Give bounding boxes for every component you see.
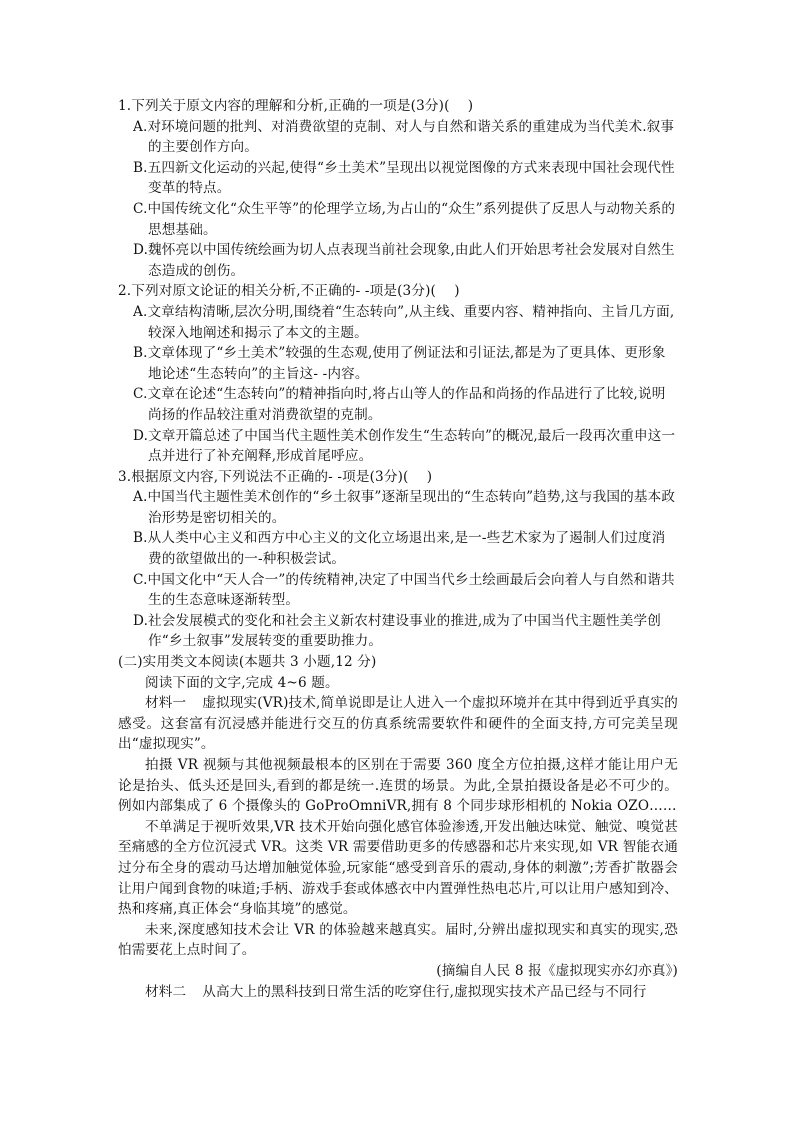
option-d: D.社会发展模式的变化和社会主义新农村建设事业的推进,成为了中国当代主题性美学创作“乡土叙事”发展转变的重要助推力。 [133, 612, 662, 650]
option-a: A.对环境问题的批判、对消费欲望的克制、对人与自然和谐关系的重建成为当代美术.叙事的主要创作方向。 [133, 118, 675, 156]
practical-reading-section [118, 652, 678, 1002]
question-stem: 2.下列对原文论证的相关分析,不正确的- -项是(3分)( ) [118, 283, 460, 300]
option-b: B.从人类中心主义和西方中心主义的文化立场退出来,是一-些艺术家为了遏制人们过度消费的欲望做出的一-种积极尝试。 [133, 530, 666, 568]
material-1-paragraph [118, 693, 678, 755]
material-1-label: 材料一 [145, 695, 187, 712]
option-c: C.文章在论述“生态转向”的精神指向时,将占山等人的作品和尚扬的作品进行了比较,说明尚扬的作品较注重对消费欲望的克制。 [133, 386, 666, 423]
material-1-text: 虚拟现实(VR)技术,简单说即是让人进入一个虚拟环境并在其中得到近乎真实的感受。这套富有沉浸感并能进行交互的仿真系统需要软件和硬件的全面支持,方可完美呈现出“虚拟现实”。 [118, 695, 679, 753]
option-a: A.文章结构清晰,层次分明,围绕着“生态转向”,从主线、重要内容、精神指向、主旨几方面,较深入地阐述和揭示了本文的主题。 [133, 303, 675, 341]
option-a: A.中国当代主题性美术创作的“乡土叙事”逐渐呈现出的“生态转向”趋势,这与我国的基本政治形势是密切相关的。 [133, 489, 676, 526]
question-stem: 3.根据原文内容,下列说法不正确的- -项是(3分)( ) [118, 468, 433, 485]
source-citation: (摘编自人民 8 报《虚拟现实亦幻亦真》) [436, 962, 678, 979]
option-d: D.魏怀亮以中国传统绘画为切人点表现当前社会现象,由此人们开始思考社会发展对自然生态造成的创伤。 [133, 242, 675, 279]
option-c: C.中国传统文化“众生平等”的伦理学立场,为占山的“众生”系列提供了反思人与动物关系的思想基础。 [133, 200, 676, 238]
material-1-paragraph-4: 未来,深度感知技术会让 VR 的体验越来越真实。届时,分辨出虚拟现实和真实的现实,恐怕需要花上点时间了。 [118, 921, 678, 959]
material-1-paragraph-2: 拍摄 VR 视频与其他视频最根本的区别在于需要 360 度全方位拍摄,这样才能让用户无论是抬头、低头还是回头,看到的都是统一.连贯的场景。为此,全景拍摄设备是必不可少的。例如内部集成了 6 个摄像头的 GoProOmniVR,拥有 8 个同步球形相机的 Nokia OZO…… [118, 757, 678, 815]
question-3 [118, 467, 678, 652]
option-b: B.文章体现了“乡土美术”较强的生态观,使用了例证法和引证法,都是为了更具体、更形象地论述“生态转向”的主旨这- -内容。 [133, 345, 666, 382]
material-2-paragraph [118, 982, 678, 1003]
question-2 [118, 281, 678, 466]
material-1-paragraph-3: 不单满足于视听效果,VR 技术开始向强化感官体验渗透,开发出触达味觉、触觉、嗅觉甚至痛感的全方位沉浸式 VR。这类 VR 需要借助更多的传感器和芯片来实现,如 VR 智能衣通过分布全身的震动马达增加触觉体验,玩家能“感受到音乐的震动,身体的刺激”;芳香扩散器会让用户闻到食物的味道;手柄、游戏手套或体感衣中内置弹性热电芯片,可以让用户感知到冷、热和疼痛,真正体会“身临其境”的感觉。 [118, 818, 678, 918]
option-c: C.中国文化中“天人合一”的传统精神,决定了中国当代乡土绘画最后会向着人与自然和谐共生的生态意味逐渐转型。 [133, 571, 675, 609]
question-stem: 1.下列关于原文内容的理解和分析,正确的一项是(3分)( ) [118, 98, 474, 114]
option-d: D.文章开篇总述了中国当代主题性美术创作发生“生态转向”的概况,最后一段再次重申这一点并进行了补充阐释,形成首尾呼应。 [133, 427, 676, 465]
option-b: B.五四新文化运动的兴起,使得“乡土美术”呈现出以视觉图像的方式来表现中国社会现代性变革的特点。 [133, 159, 675, 197]
section-heading: (二)实用类文本阅读(本题共 3 小题,12 分) [118, 654, 377, 671]
exam-page [118, 96, 678, 1002]
question-1 [118, 96, 678, 281]
section-instruction: 阅读下面的文字,完成 4~6 题。 [145, 674, 339, 691]
material-2-label: 材料二 [145, 983, 187, 1000]
material-2-text: 从高大上的黑科技到日常生活的吃穿住行,虚拟现实技术产品已经与不同行 [202, 983, 647, 1000]
